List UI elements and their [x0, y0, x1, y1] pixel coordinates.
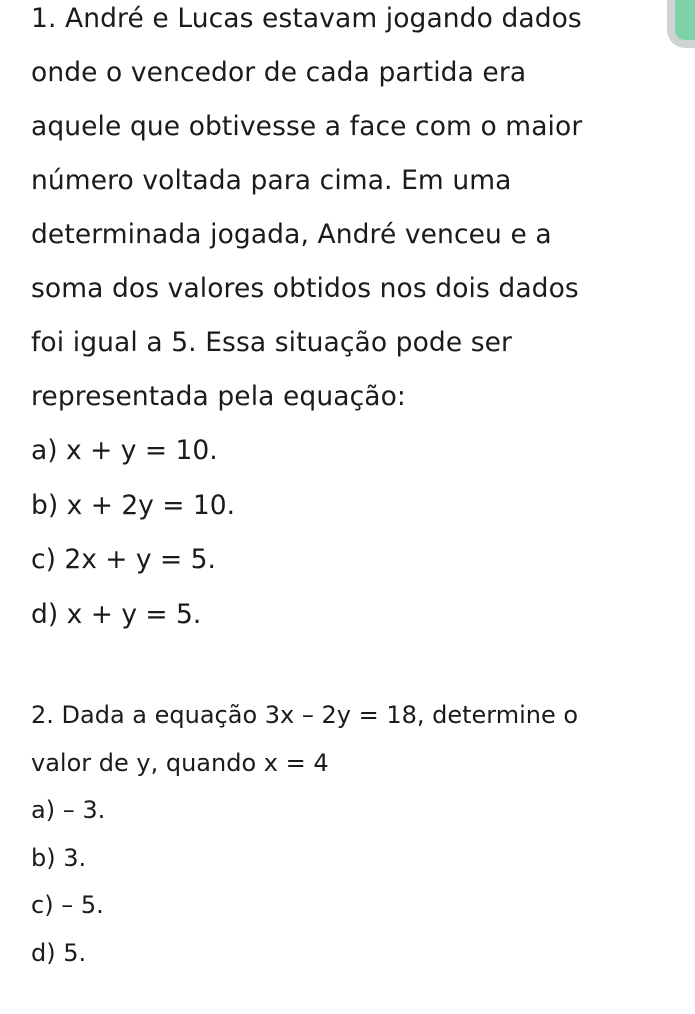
question-1-text-line: 1. André e Lucas estavam jogando dados: [31, 3, 582, 34]
question-2-text-line: valor de y, quando x = 4: [31, 748, 329, 777]
question-2-text-line: 2. Dada a equação 3x – 2y = 18, determine o: [31, 701, 579, 729]
question-1-text-line: número voltada para cima. Em uma: [31, 165, 512, 196]
question-1-text-line: determinada jogada, André venceu e a: [31, 219, 552, 250]
question-2-option-b: b) 3.: [31, 843, 87, 872]
question-1-text-line: aquele que obtivesse a face com o maior: [31, 111, 583, 142]
scroll-tab: [667, 0, 695, 48]
question-1-text-line: foi igual a 5. Essa situação pode ser: [31, 327, 513, 358]
question-2: [31, 692, 661, 977]
question-1-option-b: b) x + 2y = 10.: [31, 489, 236, 521]
question-1-text-line: soma dos valores obtidos nos dois dados: [31, 273, 579, 304]
question-1-text-line: representada pela equação:: [31, 381, 406, 412]
question-1-option-c: c) 2x + y = 5.: [31, 544, 216, 575]
question-2-option-d: d) 5.: [31, 938, 87, 967]
question-1-text-line: onde o vencedor de cada partida era: [31, 57, 527, 88]
question-2-option-c: c) – 5.: [31, 891, 104, 919]
question-1: [31, 0, 661, 642]
exercise-document: [31, 0, 661, 977]
spacer: [31, 642, 661, 692]
question-1-option-d: d) x + y = 5.: [31, 598, 202, 630]
question-2-option-a: a) – 3.: [31, 796, 106, 824]
question-1-option-a: a) x + y = 10.: [31, 435, 218, 466]
